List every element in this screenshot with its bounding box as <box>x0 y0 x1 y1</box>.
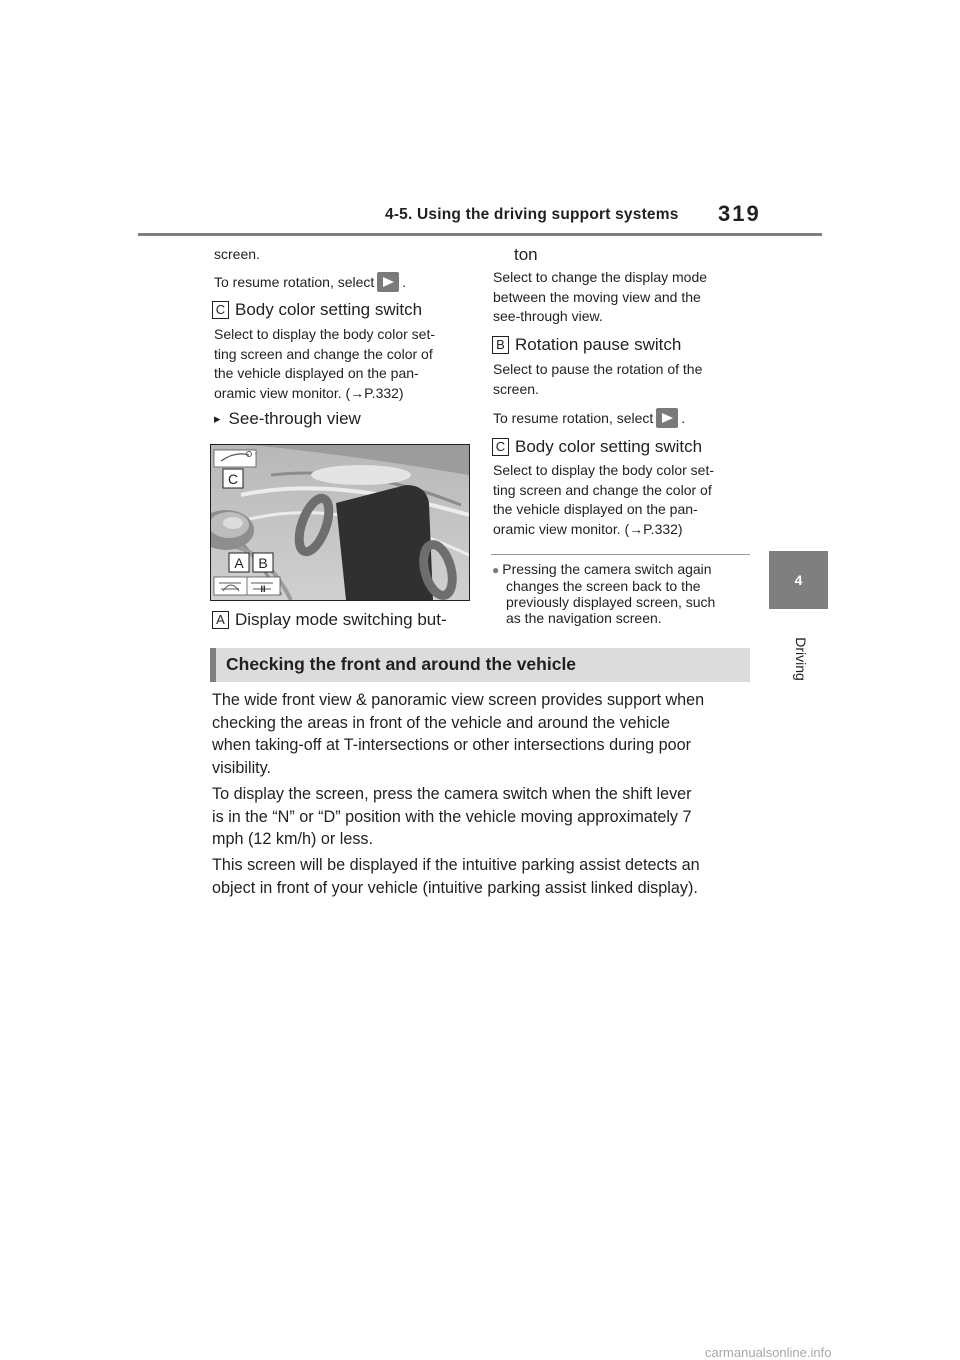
figure-label-c: C <box>227 471 239 487</box>
a-desc-line: see-through view. <box>493 308 603 324</box>
resume-rotation-period: . <box>681 410 686 426</box>
c-desc-line: the vehicle displayed on the pan- <box>493 501 698 517</box>
note-line: changes the screen back to the <box>506 578 701 594</box>
a-desc-line: between the moving view and the <box>493 288 701 305</box>
play-icon <box>377 272 399 292</box>
note-divider <box>491 554 750 555</box>
b-item-title: Rotation pause switch <box>515 335 682 354</box>
c-item-title: Body color setting switch <box>235 300 423 319</box>
c-item-title: Body color setting switch <box>515 437 703 456</box>
resume-rotation-text <box>214 272 406 293</box>
a-item-title: Display mode switching but- <box>235 610 447 629</box>
play-icon <box>656 408 678 428</box>
body-paragraph-3: This screen will be displayed if the intuitive parking assist detects an object in front of your vehicle (intuitive parking assist linked display). <box>212 856 700 897</box>
a-desc-line: Select to change the display mode <box>493 269 708 285</box>
resume-rotation-label: To resume rotation, select <box>214 274 375 290</box>
c-item-heading-right <box>492 436 702 458</box>
body-paragraph-1: The wide front view & panoramic view screen provides support when checking the areas in front of the vehicle and around the vehicle when taking-off at T-intersections or other intersections during poor visibility. <box>212 691 705 777</box>
a-item-heading <box>212 609 447 631</box>
chapter-number: 4 <box>794 572 803 588</box>
c-item-heading <box>212 299 422 321</box>
a-item-description <box>493 268 707 327</box>
page-number: 319 <box>718 201 761 226</box>
watermark: carmanualsonline.info <box>705 1345 832 1360</box>
see-through-title: See-through view <box>228 409 361 428</box>
b-desc-line: Select to pause the rotation of the <box>493 361 703 377</box>
chapter-tab <box>769 551 828 609</box>
c-item-description <box>214 325 435 403</box>
text-screen-continued: screen. <box>214 246 260 262</box>
letter-box-c: C <box>492 438 509 456</box>
note-line: previously displayed screen, such <box>506 594 716 610</box>
body-paragraph-2: To display the screen, press the camera switch when the shift lever is in the “N” or “D” position with the vehicle moving approximately 7 mph (12 km/h) or less. <box>212 785 692 848</box>
resume-rotation-text-right <box>493 408 685 429</box>
b-desc-line: screen. <box>493 380 539 397</box>
letter-box-c: C <box>212 301 229 319</box>
b-item-description <box>493 360 702 399</box>
resume-rotation-label: To resume rotation, select <box>493 410 654 426</box>
triangle-right-icon: ▸ <box>214 411 221 426</box>
note-block <box>492 561 715 626</box>
c-desc-line: Select to display the body color set- <box>214 326 436 342</box>
see-through-view-illustration <box>210 444 470 601</box>
chapter-label: Driving <box>793 637 809 681</box>
resume-rotation-period: . <box>402 274 407 290</box>
section-heading-title: Checking the front and around the vehicle <box>226 654 577 674</box>
note-line: as the navigation screen. <box>506 610 662 626</box>
section-header-title: 4-5. Using the driving support systems <box>385 206 679 223</box>
a-item-title-continued: ton <box>514 245 538 264</box>
c-item-description-right <box>493 461 714 539</box>
c-desc-line: ting screen and change the color of <box>214 345 433 362</box>
c-desc-line: oramic view monitor. (→P.332) <box>493 520 683 537</box>
c-desc-line: the vehicle displayed on the pan- <box>214 365 419 381</box>
c-desc-line: oramic view monitor. (→P.332) <box>214 384 404 401</box>
see-through-heading <box>214 408 361 430</box>
c-desc-line: ting screen and change the color of <box>493 481 712 498</box>
b-item-heading <box>492 334 681 356</box>
note-line: ● Pressing the camera switch again <box>492 561 712 577</box>
figure-label-b: B <box>258 555 268 571</box>
letter-box-b: B <box>492 336 509 354</box>
c-desc-line: Select to display the body color set- <box>493 462 715 478</box>
letter-box-a: A <box>212 611 229 629</box>
section-heading-bar <box>210 648 216 682</box>
bullet-icon: ● <box>492 563 500 577</box>
pause-icon: II <box>260 584 266 594</box>
section-heading <box>210 648 750 682</box>
header-rule <box>138 233 822 236</box>
figure-label-a: A <box>234 555 244 571</box>
see-through-view-svg <box>211 445 469 600</box>
